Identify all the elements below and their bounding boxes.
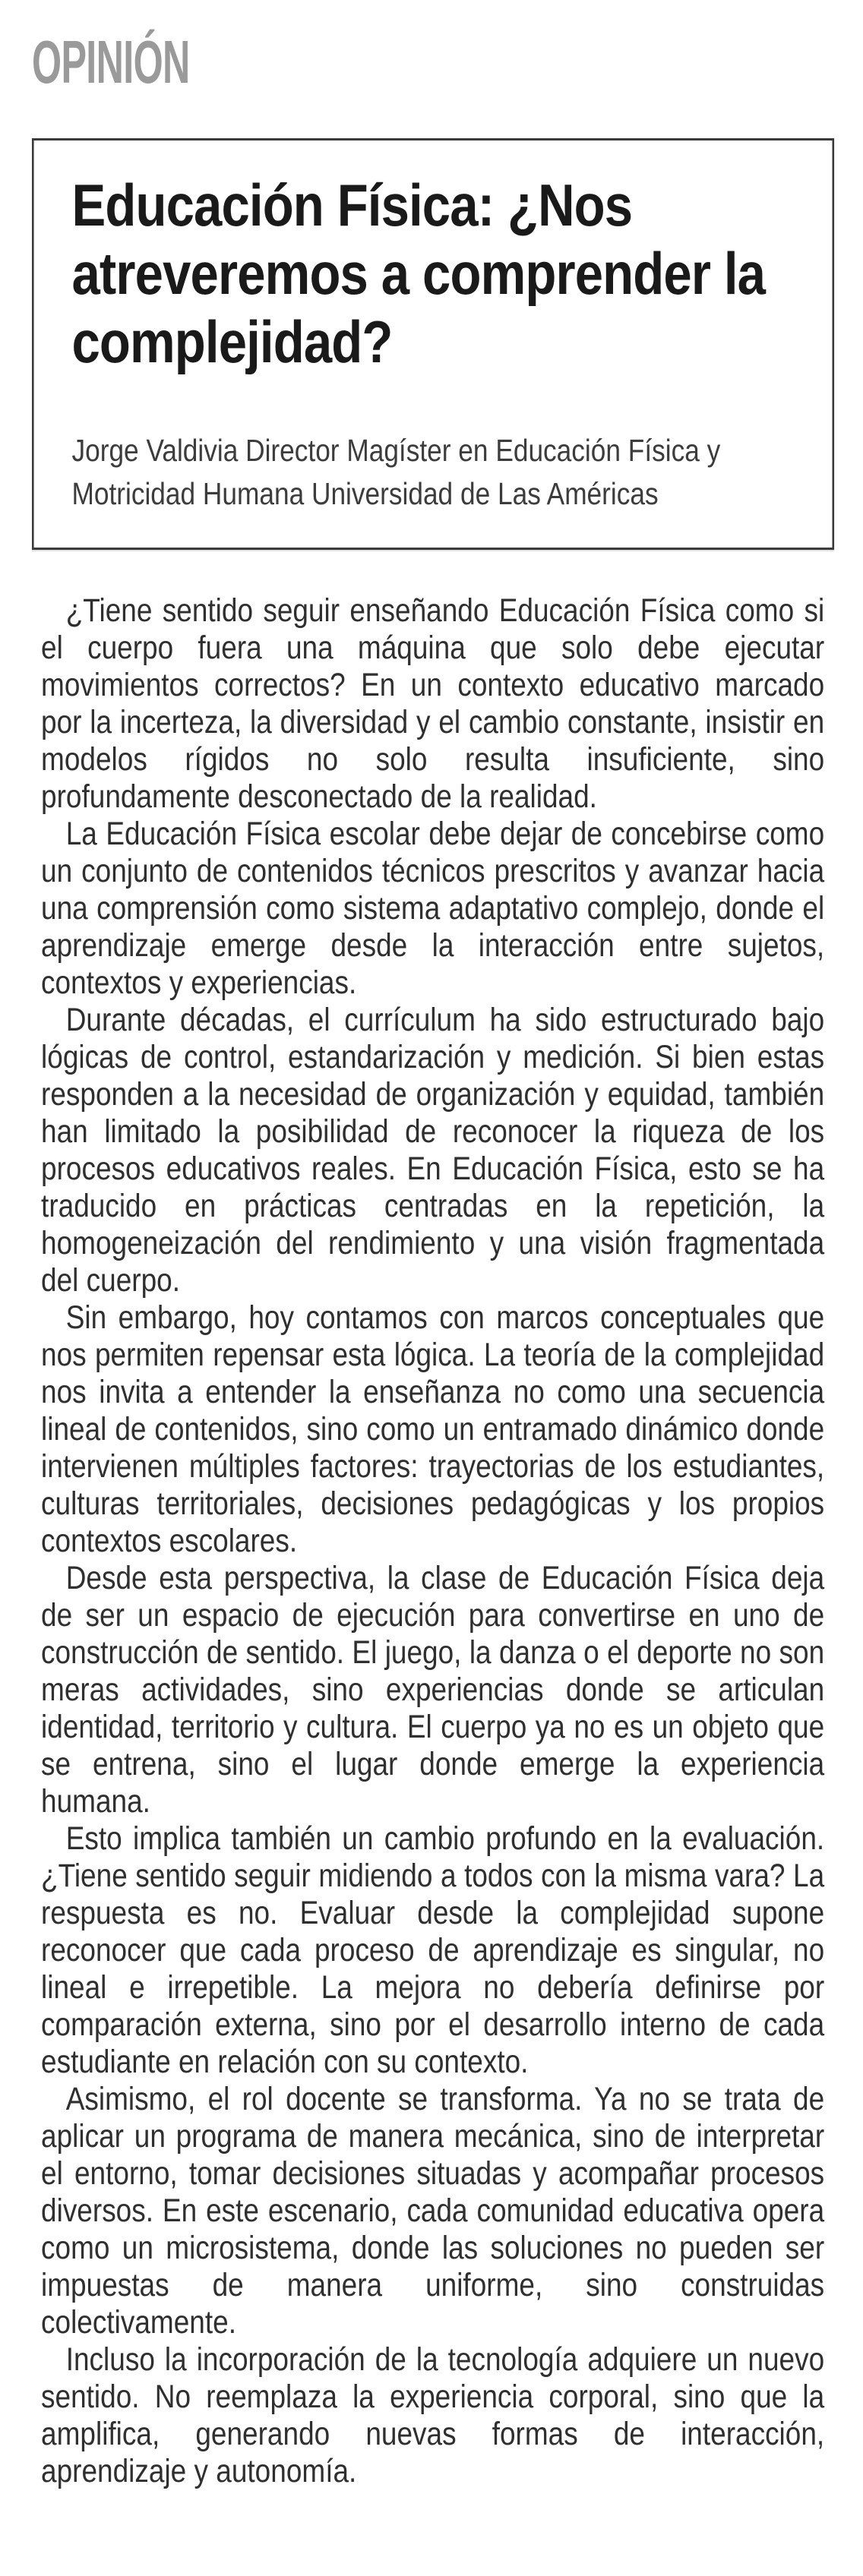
headline-box — [32, 138, 834, 550]
article-paragraph-6: Esto implica también un cambio profundo en la evaluación. ¿Tiene sentido seguir midiendo a todos con la misma vara? La respuesta es no. Evaluar desde la complejidad supone reconocer que cada proceso de aprendizaje es singular, no lineal e irrepetible. La mejora no debería definirse por comparación externa, sino por el desarrollo interno de cada estudiante en relación con su contexto. — [41, 1820, 825, 2080]
article-paragraph-1: ¿Tiene sentido seguir enseñando Educación Física como si el cuerpo fuera una máquina que solo debe ejecutar movimientos correctos? En un contexto educativo marcado por la incerteza, la diversidad y el cambio constante, insistir en modelos rígidos no solo resulta insuficiente, sino profundamente desconectado de la realidad. — [41, 592, 825, 815]
article-byline: Jorge Valdivia Director Magíster en Educación Física y Motricidad Humana Universidad de Las Américas — [71, 433, 721, 511]
article-paragraph-8: Incluso la incorporación de la tecnología adquiere un nuevo sentido. No reemplaza la experiencia corporal, sino que la amplifica, generando nuevas formas de interacción, aprendizaje y autonomía. — [41, 2341, 825, 2489]
article-paragraph-5: Desde esta perspectiva, la clase de Educación Física deja de ser un espacio de ejecución para convertirse en uno de construcción de sentido. El juego, la danza o el deporte no son meras actividades, sino experiencias donde se articulan identidad, territorio y cultura. El cuerpo ya no es un objeto que se entrena, sino el lugar donde emerge la experiencia humana. — [41, 1560, 825, 1820]
section-label — [32, 28, 834, 96]
article-paragraph-2: La Educación Física escolar debe dejar de concebirse como un conjunto de contenidos técnicos prescritos y avanzar hacia una comprensión como sistema adaptativo complejo, donde el aprendizaje emerge desde la interacción entre sujetos, contextos y experiencias. — [41, 816, 825, 1001]
section-label-text: OPINIÓN — [32, 28, 190, 96]
content-column — [32, 28, 834, 2490]
article-paragraph-3: Durante décadas, el currículum ha sido estructurado bajo lógicas de control, estandarización y medición. Si bien estas responden a la necesidad de organización y equidad, también han limitado la posibilidad de reconocer la riqueza de los procesos educativos reales. En Educación Física, esto se ha traducido en prácticas centradas en la repetición, la homogeneización del rendimiento y una visión fragmentada del cuerpo. — [41, 1002, 825, 1299]
article-paragraph-7: Asimismo, el rol docente se transforma. Ya no se trata de aplicar un programa de manera mecánica, sino de interpretar el entorno, tomar decisiones situadas y acompañar procesos diversos. En este escenario, cada comunidad educativa opera como un microsistema, donde las soluciones no pueden ser impuestas de manera uniforme, sino construidas colectivamente. — [41, 2081, 825, 2341]
article-body — [41, 592, 824, 2490]
article-headline: Educación Física: ¿Nos atreveremos a comprender la complejidad? — [71, 172, 766, 375]
article-paragraph-4: Sin embargo, hoy contamos con marcos conceptuales que nos permiten repensar esta lógica. La teoría de la complejidad nos invita a entender la enseñanza no como una secuencia lineal de contenidos, sino como un entramado dinámico donde intervienen múltiples factores: trayectorias de los estudiantes, culturas territoriales, decisiones pedagógicas y los propios contextos escolares. — [41, 1299, 825, 1559]
